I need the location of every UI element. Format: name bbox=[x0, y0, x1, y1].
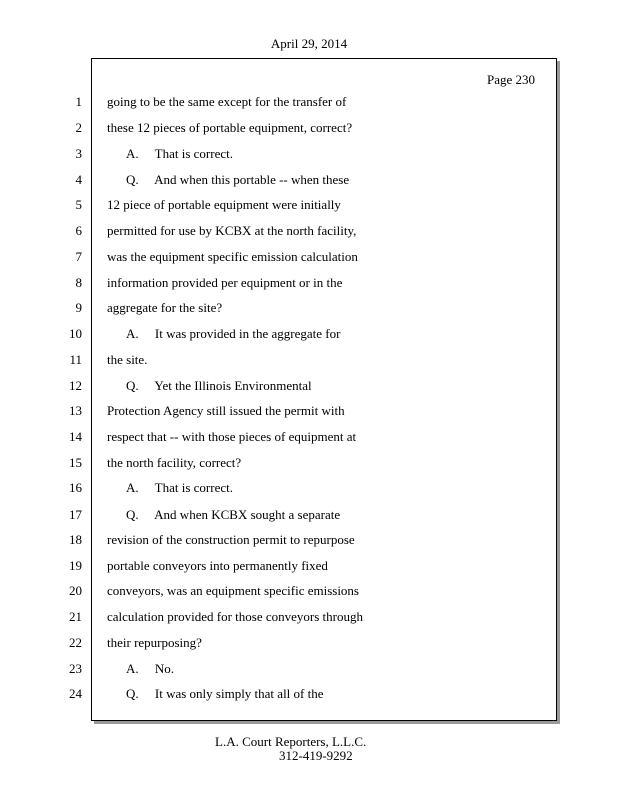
line-text: respect that -- with those pieces of equipment at bbox=[107, 429, 357, 444]
line-number: 13 bbox=[69, 403, 82, 418]
line-number: 1 bbox=[75, 94, 82, 109]
transcript-line bbox=[0, 478, 618, 498]
transcript-line bbox=[0, 427, 618, 447]
transcript-line bbox=[0, 144, 618, 164]
transcript-line bbox=[0, 633, 618, 653]
line-text: Q. It was only simply that all of the bbox=[126, 686, 324, 701]
court-reporter-phone: 312-419-9292 bbox=[279, 748, 353, 763]
line-text: Q. And when KCBX sought a separate bbox=[126, 507, 341, 522]
transcript-line bbox=[0, 659, 618, 679]
line-number: 4 bbox=[75, 172, 82, 187]
transcript-line bbox=[0, 350, 618, 370]
line-text: the site. bbox=[107, 352, 148, 367]
line-number: 7 bbox=[75, 249, 82, 264]
line-number: 6 bbox=[75, 223, 82, 238]
transcript-line bbox=[0, 684, 618, 704]
line-text: Q. Yet the Illinois Environmental bbox=[126, 378, 312, 393]
header-date: April 29, 2014 bbox=[270, 36, 348, 51]
line-text: A. It was provided in the aggregate for bbox=[126, 326, 341, 341]
transcript-line bbox=[0, 581, 618, 601]
line-number: 18 bbox=[69, 532, 82, 547]
transcript-line bbox=[0, 453, 618, 473]
line-number: 16 bbox=[69, 480, 82, 495]
line-text: Protection Agency still issued the permit with bbox=[107, 403, 345, 418]
line-text: Q. And when this portable -- when these bbox=[126, 172, 350, 187]
transcript-line bbox=[0, 324, 618, 344]
line-number: 3 bbox=[75, 146, 82, 161]
line-text: the north facility, correct? bbox=[107, 455, 242, 470]
transcript-line bbox=[0, 298, 618, 318]
line-text: was the equipment specific emission calculation bbox=[107, 249, 358, 264]
line-text: permitted for use by KCBX at the north facility, bbox=[107, 223, 357, 238]
page-number: Page 230 bbox=[487, 72, 536, 87]
transcript-line bbox=[0, 247, 618, 267]
line-number: 20 bbox=[69, 583, 82, 598]
transcript-line bbox=[0, 401, 618, 421]
line-number: 8 bbox=[75, 275, 82, 290]
transcript-line bbox=[0, 118, 618, 138]
line-text: revision of the construction permit to repurpose bbox=[107, 532, 355, 547]
transcript-line bbox=[0, 170, 618, 190]
transcript-line bbox=[0, 376, 618, 396]
court-reporter-name: L.A. Court Reporters, L.L.C. bbox=[215, 734, 367, 749]
line-text: portable conveyors into permanently fixed bbox=[107, 558, 328, 573]
line-number: 17 bbox=[69, 507, 82, 522]
line-number: 19 bbox=[69, 558, 82, 573]
line-number: 23 bbox=[69, 661, 82, 676]
line-number: 9 bbox=[75, 300, 82, 315]
line-text: conveyors, was an equipment specific emissions bbox=[107, 583, 359, 598]
line-text: 12 piece of portable equipment were initially bbox=[107, 197, 341, 212]
transcript-line bbox=[0, 221, 618, 241]
line-text: aggregate for the site? bbox=[107, 300, 223, 315]
transcript-line bbox=[0, 273, 618, 293]
line-number: 12 bbox=[69, 378, 82, 393]
line-text: A. That is correct. bbox=[126, 146, 233, 161]
line-number: 10 bbox=[69, 326, 82, 341]
line-text: A. That is correct. bbox=[126, 480, 233, 495]
line-text: information provided per equipment or in the bbox=[107, 275, 343, 290]
transcript-line bbox=[0, 505, 618, 525]
line-number: 24 bbox=[69, 686, 82, 701]
line-text: calculation provided for those conveyors through bbox=[107, 609, 363, 624]
transcript-line bbox=[0, 92, 618, 112]
line-number: 22 bbox=[69, 635, 82, 650]
line-number: 2 bbox=[75, 120, 82, 135]
transcript-line bbox=[0, 530, 618, 550]
transcript-line bbox=[0, 607, 618, 627]
line-number: 5 bbox=[75, 197, 82, 212]
line-text: A. No. bbox=[126, 661, 175, 676]
line-text: these 12 pieces of portable equipment, correct? bbox=[107, 120, 353, 135]
line-number: 14 bbox=[69, 429, 82, 444]
transcript-line bbox=[0, 556, 618, 576]
transcript-line bbox=[0, 195, 618, 215]
line-text: going to be the same except for the transfer of bbox=[107, 94, 347, 109]
line-number: 21 bbox=[69, 609, 82, 624]
line-text: their repurposing? bbox=[107, 635, 202, 650]
line-number: 11 bbox=[69, 352, 82, 367]
line-number: 15 bbox=[69, 455, 82, 470]
